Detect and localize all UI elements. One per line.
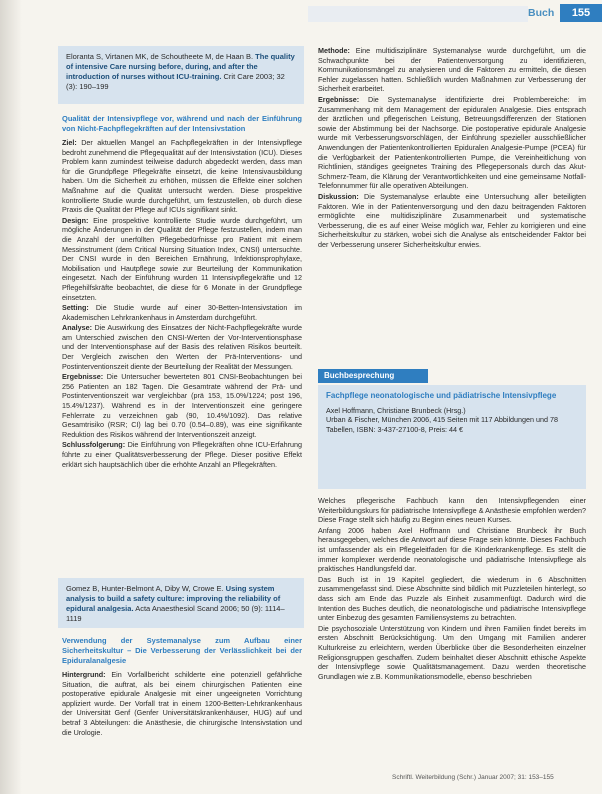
abstract1-para: Schlussfolgerung: Die Einführung von Pflegekräften ohne ICU-Erfahrung führte zu einer Qualitätsverbesserung der Pflege. Dieser positive Effekt erklärt sich hauptsächlich über die erhöhte Anzahl an Pflegekräften. — [62, 440, 302, 469]
review-para: Welches pflegerische Fachbuch kann den Intensivpflegenden einer Weiterbildungskurs für pädiatrische Intensivpflege & Anästhesie empfohlen werden? Diese Frage stellt sich häufig zu Beginn eines neuen Kurses. — [318, 496, 586, 525]
abstract2-body-left — [62, 632, 302, 782]
section-label: Buch — [528, 7, 555, 19]
abstract1-citation-box — [58, 46, 304, 104]
abstract1-title-en: The quality of intensive Care nursing before, during, and after the introduction of nurses without ICU-training. — [66, 52, 295, 81]
page-fold-shadow — [0, 0, 22, 794]
abstract1-title-de: Qualität der Intensivpflege vor, während und nach der Einführung von Nicht-Fachpflegekräften auf der Intensivstation — [62, 114, 302, 133]
abstract1-para: Setting: Die Studie wurde auf einer 30-Betten-Intensivstation im Akademischen Lehrkrankenhaus in Amsterdam durchgeführt. — [62, 303, 302, 322]
review-title: Fachpflege neonatologische und pädiatrische Intensivpflege — [326, 391, 557, 400]
abstract1-para: Ergebnisse: Die Untersucher bewerteten 801 CNSI-Beobachtungen bei 256 Patienten an 182 Tagen. Die Gesamtrate während der Prä- und Postinterventionszeit war vergleichbar (prä 153, 15.0%/1224; post 196, 15.4%/1237). Während es in der Interventionszeit eine geringere Fehlerrate zu verzeichnen gab (90, 10.4%/1092). Das relative Gesamtrisiko (RSR; CI) lag bei 0.70 (0.54–0.89), was eine signifikante Reduktion des Risikos während der Interventionszeit anzeigt. — [62, 372, 302, 439]
abstract1-para: Ziel: Der aktuellen Mangel an Fachpflegekräften in der Intensivpflege bedroht zunehmend die Pflegequalität auf der Intensivstation (ICU). Dieses Problem kann zumindest teilweise dadurch abgedeckt werden, dass man für die Grundpflege Pflegekräfte einsetzt, die keine Intensivausbildung haben. Um die Sicherheit zu erhöhen, müssen die Effekte einer solchen Maßnahme auf die Qualität untersucht werden. Diese prospektive kontrollierte Studie wurde durchgeführt, um festzustellen, ob durch diese Praxis die Qualität der Pflege auf ICUs signifikant sinkt. — [62, 138, 302, 215]
review-box — [318, 385, 586, 489]
review-para: Das Buch ist in 19 Kapitel gegliedert, die wiederum in 6 Abschnitten zusammengefasst sind. Diese Abschnitte sind bildlich mit Puzzleteilen hinterlegt, so dass sich am Ende das Puzzle als Einheit zusammenfügt. Dadurch wird die Intention des Buches deutlich, die neonatologische und pädiatrische Intensivpflege unter Einbezug des gesamten Familiensystems zu betrachten. — [318, 574, 586, 623]
page-footer: Schriftl. Weiterbildung (Schr.) Januar 2007; 31: 153–155 — [392, 774, 554, 781]
abstract1-authors: Eloranta S, Virtanen MK, de Schoutheete M, de Haan B. — [66, 52, 254, 61]
abstract2-authors: Gomez B, Hunter-Belmont A, Diby W, Crowe E. — [66, 584, 224, 593]
review-tag: Buchbesprechung — [318, 369, 428, 383]
page-header — [0, 0, 602, 34]
abstract2-source: Acta Anaesthesiol Scand 2006; 50 (9): 1114–1119 — [66, 604, 285, 623]
abstract2-title-en: Using system analysis to build a safety culture: improving the reliability of epidural analgesia. — [66, 584, 281, 613]
abstract1-para: Analyse: Die Auswirkung des Einsatzes der Nicht-Fachpflegekräfte wurde am Unterschied zwischen den CNSI-Werten der Vor-Interventionsphase und der Interventionsphase auf der Basis des relativen Risikos beurteilt. Der Vergleich zwischen den Werten der Prä-Interventions- und Postinterventionszeit diente der Beurteilung der Realität der Messungen. — [62, 323, 302, 371]
header-stripe — [308, 6, 528, 22]
abstract2-para: Methode: Eine multidisziplinäre Systemanalyse wurde durchgeführt, um die Schwachpunkte bei der Patientenversorgung zu identifizieren, Kommunikationsmängel zu analysieren und die Faktoren zu ermitteln, die diesen Fehler zugelassen hatten. Schließlich wurden Maßnahmen zur Verbesserung der Sicherheit erarbeitet. — [318, 46, 586, 94]
review-para: Die psychosoziale Unterstützung von Kindern und ihren Familien findet bereits im ersten Abschnitt Berücksichtigung. Um den Umgang mit Familien anderer Kulturkreise zu erleichtern, werden Überblicke über die Besonderheiten einzelner Religionsgruppen geschaffen. Zudem beinhaltet dieser Abschnitt ethische Aspekte der Intensivpflege sowie Qualitätsmanagement. Dazu werden theoretische Grundlagen wie z.B. Kommunikationsmodelle, ebenso beschrieben — [318, 623, 586, 681]
review-authors: Axel Hoffmann, Christiane Brunbeck (Hrsg.) — [326, 405, 466, 415]
abstract1-body — [62, 110, 302, 565]
abstract2-para: Hintergrund: Ein Vorfallbericht schilderte eine potenziell gefährliche Situation, die auftrat, als bei einem chirurgischen Patienten eine postoperative epidurale Analgesie mit einer ungeeigneten Vorrichtung appliziert wurde. Der Vorfall trat in einem 1200-Betten-Lehrkrankenhaus der Universität Genf (Genfer Universitätskrankenhäuser, HUG) auf und betraf 3 Abteilungen: die Anästhesie, die chirurgische Intensivstation und die Urologie. — [62, 670, 302, 737]
abstract1-source: Crit Care 2003; 32 (3): 190–199 — [66, 72, 285, 91]
abstract2-title-de: Verwendung der Systemanalyse zum Aufbau einer Sicherheitskultur – Die Verbesserung der Verlässlichkeit bei der Epiduralanalgesie — [62, 636, 302, 665]
abstract2-para: Ergebnisse: Die Systemanalyse identifizierte drei Problembereiche: im Zusammenhang mit dem Management der epiduralen Analgesie. Dies entsprach der ärztlichen und pflegerischen Leistung, Betreuungsdifferenzen der Stationen sowie der Abstimmung bei der Nachsorge. Die postoperative epidurale Analgesie wurde mit Verbesserungsvorschlägen, der Einführung spezieller ausschließlicher Anwendungen der Patientenkontrollierten Epiduralen Analgesie-Pumpe (PCEA) für die Verfügbarkeit der Patientenkontrollierten Pumpe, die Vereinheitlichung von Richtlinien, ständiges geeignetes Training des Pflegepersonals durch das Akut-Schmerz-Team, die Klärung der Verantwortlichkeiten und eine gemeinsame Notfall-Telefonnummer für alle operativen Abteilungen. — [318, 94, 586, 191]
review-publication: Urban & Fischer, München 2006, 415 Seiten mit 117 Abbildungen und 78 Tabellen, ISBN: 3-437-27100-8, Preis: 44 € — [326, 415, 559, 435]
abstract1-para: Design: Eine prospektive kontrollierte Studie wurde durchgeführt, um mögliche Änderungen in der Qualität der Pflege festzustellen, indem man die Anzahl der unerfüllten Pflegebedürfnisse pro Patient mit einem Messinstrument (dem Critical Nursing Situation Index, CNSI) untersuchte. Der CNSI wurde in den Bereichen Ernährung, Infektionsprophylaxe, Mobilisation und Hautpflege sowie zur Beurteilung der Kommunikation eingesetzt. Nach der Einführung wurden 11 Intensivpflegekräfte und 12 Pflegehilfskräfte beobachtet, die diese für 6 Monate in der Grundpflege einsetzten. — [62, 215, 302, 302]
page-number: 155 — [560, 4, 602, 22]
abstract2-body-right — [318, 46, 586, 358]
review-body — [318, 496, 586, 768]
review-para: Anfang 2006 haben Axel Hoffmann und Christiane Brunbeck ihr Buch herausgegeben, welches die Antwort auf diese Frage sein könnte. Dieses Fachbuch ist umfassender als ein Pflegeleitfaden für die Kinderkrankenpflege. Es stellt die immer komplexer werdende neonatologische und pädiatrische Intensivpflege als praktisches Handlungsfeld dar. — [318, 525, 586, 574]
abstract2-citation-box — [58, 578, 304, 628]
abstract2-para: Diskussion: Die Systemanalyse erlaubte eine Untersuchung aller beteiligten Faktoren. Wie in der Patientenversorgung und den dazu beitragenden Faktoren ermöglichte eine multidisziplinäre Zusammenarbeit und systematische Verbesserung, die es auf einer Weise möglich war, Fehler zu korrigieren und eine Sicherheitskultur zu stärken, wobei sich die Analyse als entscheidender Faktor bei der Verbesserung unserer Sicherheitskultur erwies. — [318, 191, 586, 249]
